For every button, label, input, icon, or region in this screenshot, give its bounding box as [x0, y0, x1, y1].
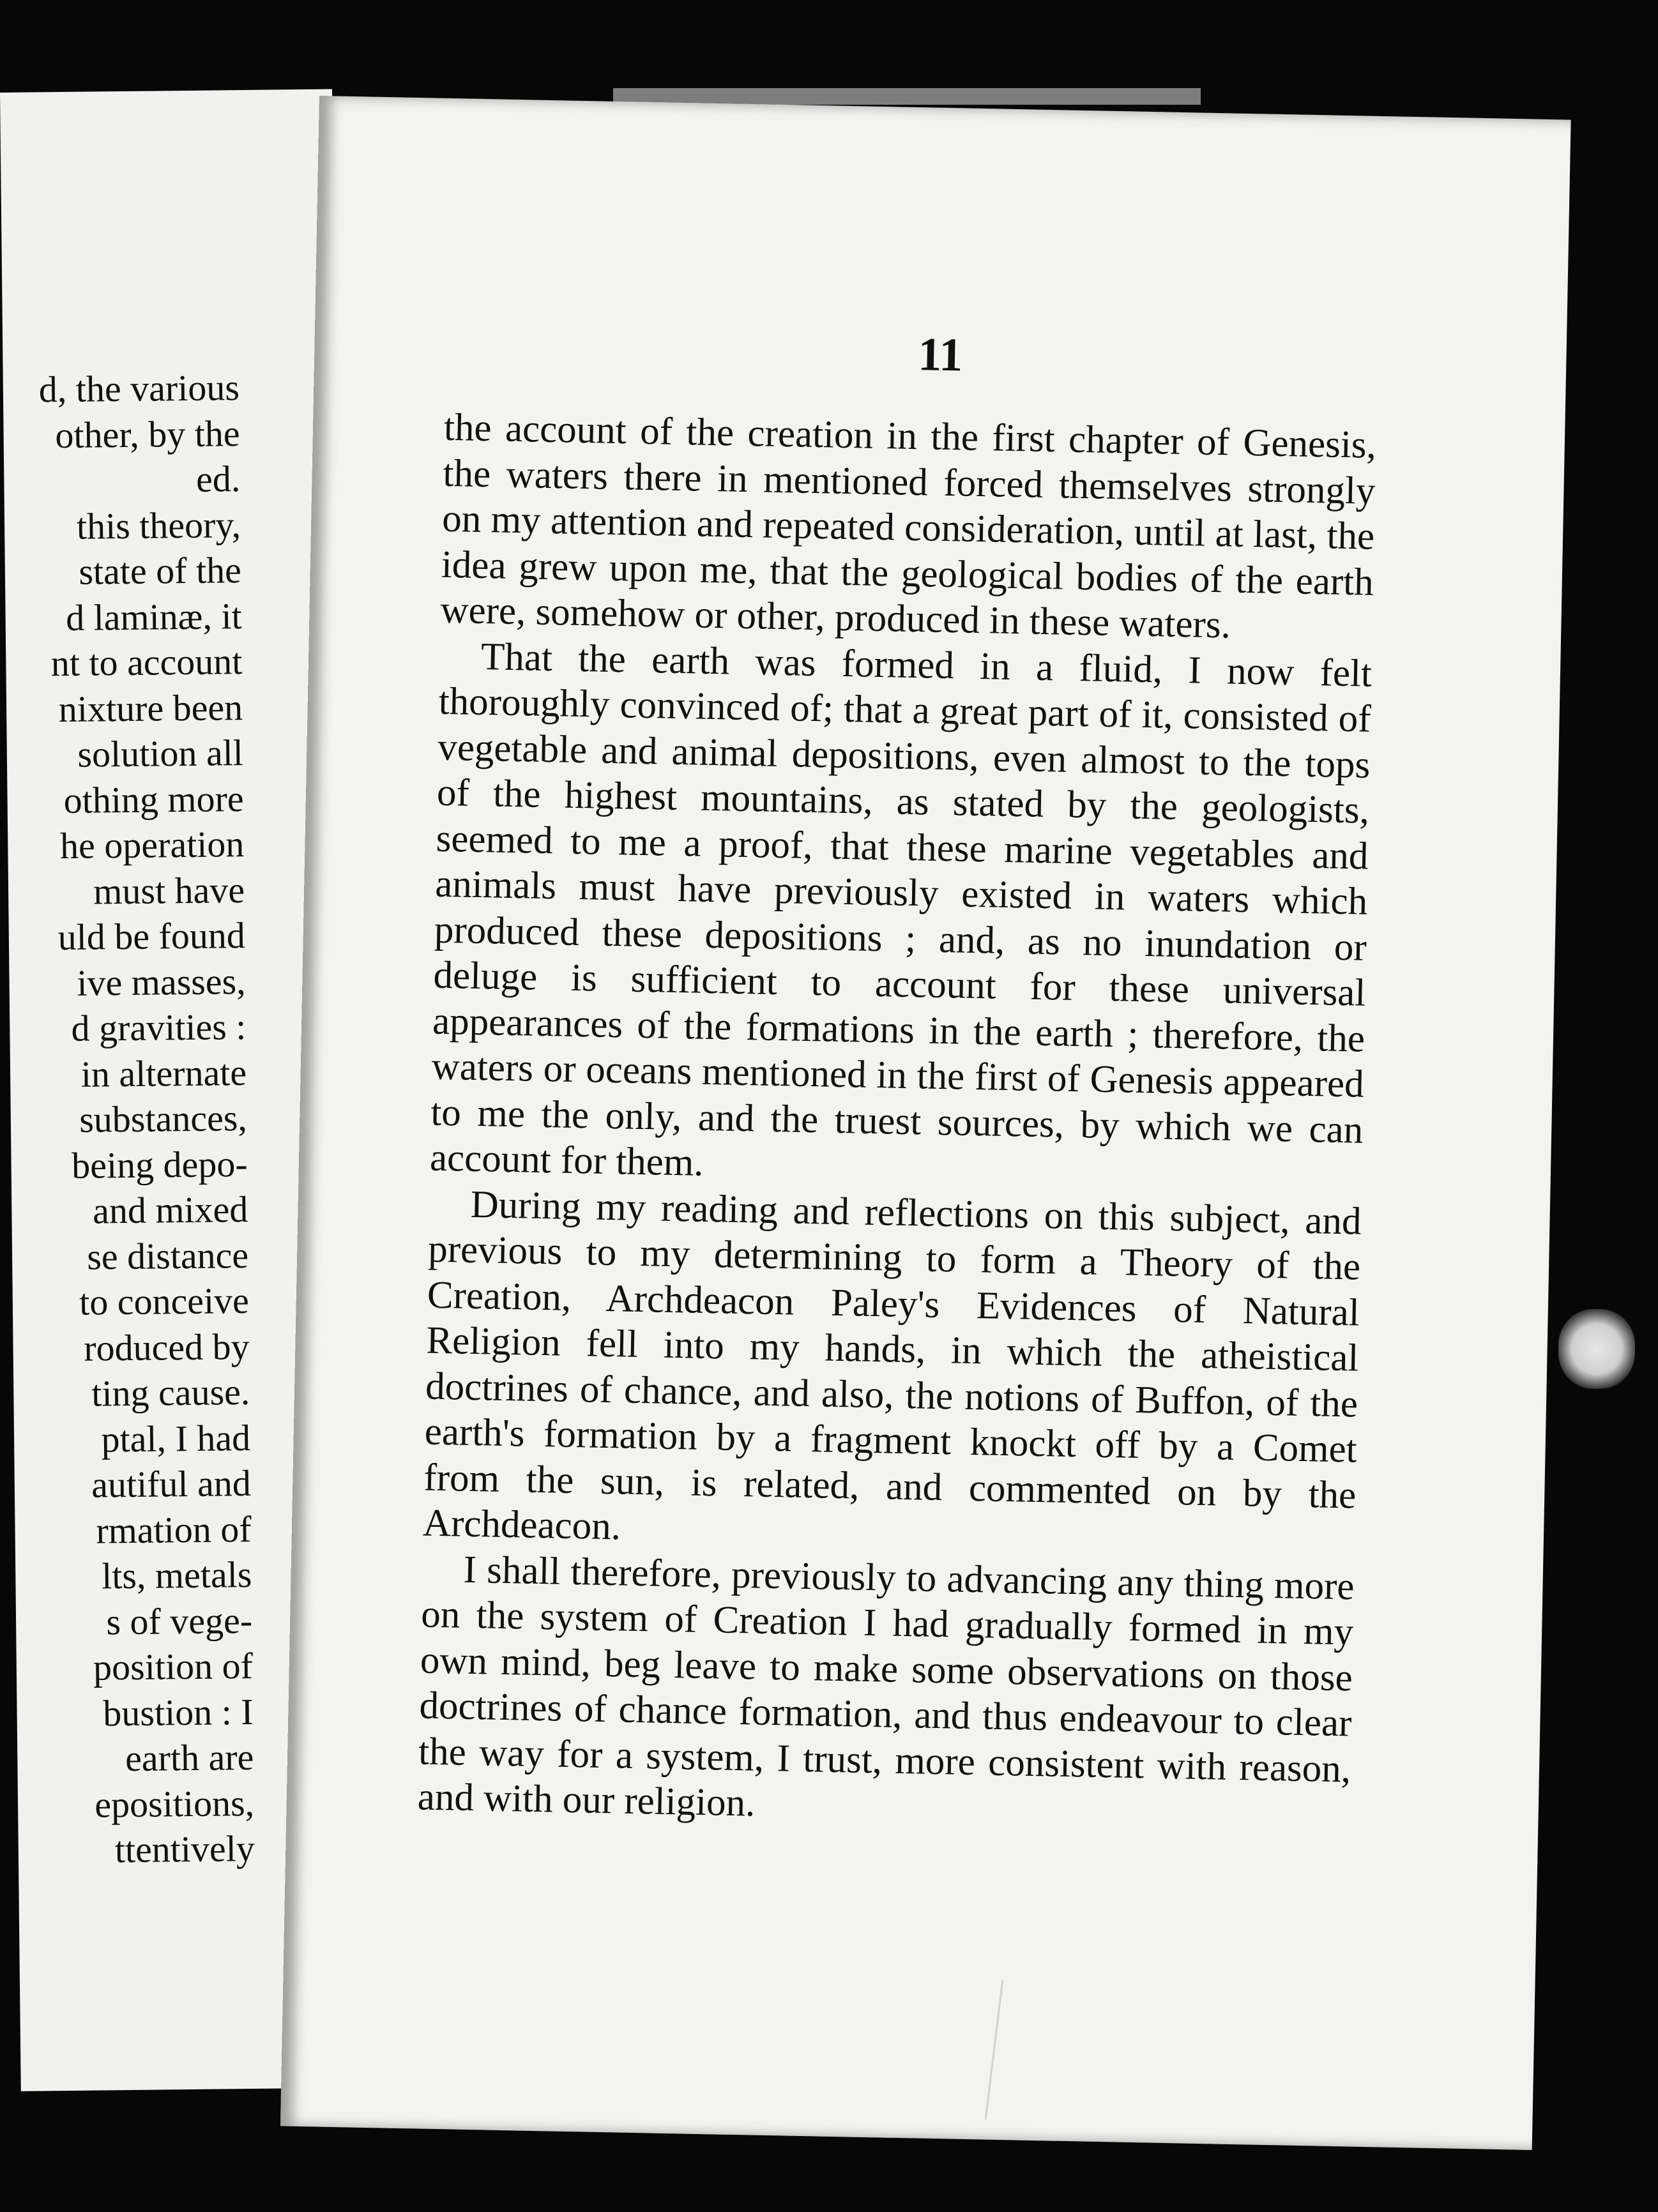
- left-line: to conceive: [79, 1280, 250, 1323]
- page-top-edge: [613, 88, 1201, 105]
- left-line: lts, metals: [101, 1553, 252, 1597]
- right-page: [280, 96, 1571, 2150]
- left-line: uld be found: [57, 914, 246, 958]
- left-line: and mixed: [92, 1188, 248, 1232]
- left-line: earth are: [125, 1736, 254, 1780]
- left-line: solution all: [77, 732, 244, 775]
- left-line: ive masses,: [77, 960, 246, 1004]
- left-line: substances,: [79, 1097, 248, 1140]
- paragraph: the account of the creation in the first chapter of Genesis, the waters there in mentioned forced themselves strongly on my attention and repeated consideration, until at last, the idea grew upon me, that the geological bodies of the earth were, somehow or other, produced in these waters.: [439, 405, 1377, 647]
- left-line: rmation of: [96, 1508, 252, 1552]
- left-line: ed.: [195, 458, 241, 500]
- left-line: epositions,: [95, 1782, 255, 1826]
- left-line: ttentively: [114, 1827, 255, 1871]
- left-line: he operation: [59, 823, 245, 867]
- left-line: d, the various: [38, 367, 240, 411]
- left-line: roduced by: [83, 1325, 250, 1369]
- left-line: d gravities :: [71, 1006, 247, 1049]
- left-line: ting cause.: [91, 1371, 250, 1414]
- left-line: autiful and: [91, 1462, 252, 1506]
- left-line: in alternate: [80, 1051, 247, 1095]
- left-line: s of vege-: [106, 1599, 253, 1642]
- paragraph: During my reading and reflections on this subject, and previous to my determining to form a Theory of the Creation, Archdeacon Paley's Evidences of Natural Religion fell into my hands, in which the atheistical doctrines of chance, and also, the notions of Buffon, of the earth's formation by a fragment knockt off by a Comet from the sun, is related, and commented on by the Archdeacon.: [422, 1183, 1362, 1549]
- left-line: must have: [93, 868, 245, 913]
- paper-stain: [1558, 1309, 1635, 1389]
- body-text: [417, 405, 1376, 1838]
- left-line: se distance: [86, 1234, 249, 1278]
- left-line: nixture been: [58, 686, 243, 730]
- page-number: 11: [917, 328, 964, 382]
- left-line: state of the: [79, 549, 242, 593]
- paragraph: That the earth was formed in a fluid, I now felt thoroughly convinced of; that a great part of it, consisted of vegetable and animal depositions, even almost to the tops of the highest mountains, as stated by the geologists, seemed to me a proof, that these marine vegetables and animals must have previously existed in waters which produced these depositions ; and, as no inundation or deluge is sufficient to account for these universal appearances of the formations in the earth ; therefore, the waters or oceans mentioned in the first of Genesis appeared to me the only, and the truest sources, by which we can account for them.: [429, 635, 1373, 1185]
- left-line: position of: [93, 1644, 254, 1688]
- paragraph: I shall therefore, previously to advancing any thing more on the system of Creation I had gradually formed in my own mind, beg leave to make some observations on those doctrines of chance formation, and thus endeavour to clear the way for a system, I trust, more consistent with reason, and with our religion.: [417, 1548, 1355, 1825]
- left-line: being depo-: [71, 1142, 248, 1186]
- left-page-text: [38, 365, 255, 1874]
- left-line: bustion : I: [103, 1690, 254, 1734]
- left-line: d laminæ, it: [65, 595, 242, 639]
- left-line: this theory,: [76, 503, 241, 547]
- left-line: ptal, I had: [101, 1416, 251, 1460]
- left-line: othing more: [63, 777, 244, 821]
- left-line: nt to account: [50, 640, 243, 685]
- left-line: other, by the: [55, 412, 240, 456]
